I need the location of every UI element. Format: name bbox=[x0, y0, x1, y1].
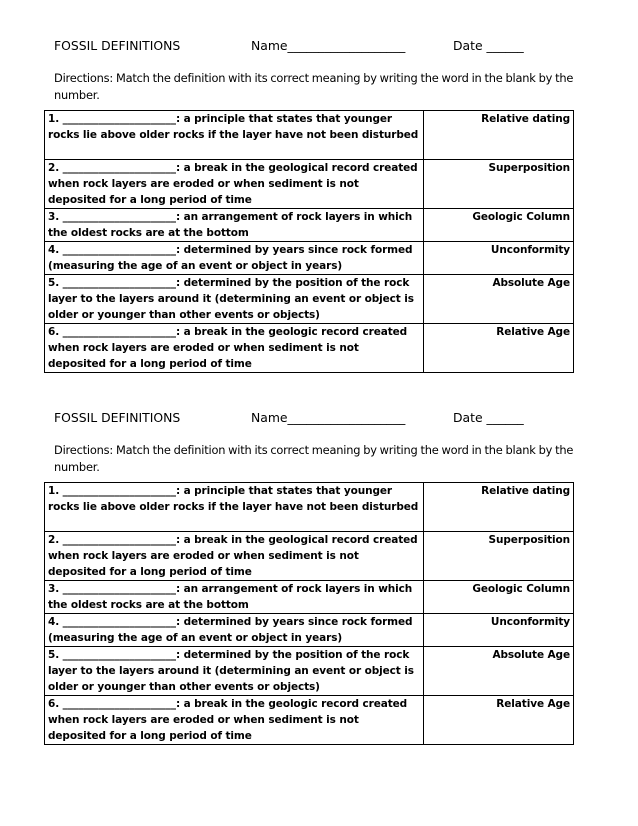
definition-cell: 4. ______________________: determined by years since rock formed (measuring the age of an event or object in years) bbox=[45, 614, 424, 647]
name-field: Name___________________ bbox=[251, 38, 406, 53]
term-cell: Absolute Age bbox=[424, 275, 574, 324]
worksheet-header bbox=[44, 410, 577, 428]
name-field: Name___________________ bbox=[251, 410, 406, 425]
definitions-table bbox=[44, 482, 574, 745]
definition-cell: 1. ______________________: a principle that states that younger rocks lie above older rocks if the layer have not been disturbed bbox=[45, 483, 424, 532]
term-cell: Relative dating bbox=[424, 111, 574, 160]
definition-cell: 2. ______________________: a break in the geological record created when rock layers are eroded or when sediment is not deposited for a long period of time bbox=[45, 532, 424, 581]
date-field: Date ______ bbox=[453, 410, 524, 425]
term-cell: Relative Age bbox=[424, 324, 574, 373]
table-row bbox=[45, 581, 574, 614]
table-row bbox=[45, 696, 574, 745]
directions-text: Directions: Match the definition with its correct meaning by writing the word in the blank by the number. bbox=[54, 443, 574, 474]
definition-cell: 3. ______________________: an arrangement of rock layers in which the oldest rocks are at the bottom bbox=[45, 209, 424, 242]
term-cell: Absolute Age bbox=[424, 647, 574, 696]
definition-cell: 5. ______________________: determined by the position of the rock layer to the layers around it (determining an event or object is older or younger than other events or objects) bbox=[45, 647, 424, 696]
term-cell: Geologic Column bbox=[424, 209, 574, 242]
definition-cell: 5. ______________________: determined by the position of the rock layer to the layers around it (determining an event or object is older or younger than other events or objects) bbox=[45, 275, 424, 324]
worksheet-title: FOSSIL DEFINITIONS bbox=[54, 410, 181, 425]
term-cell: Superposition bbox=[424, 160, 574, 209]
directions-text: Directions: Match the definition with its correct meaning by writing the word in the blank by the number. bbox=[54, 71, 574, 102]
date-field: Date ______ bbox=[453, 38, 524, 53]
definition-cell: 6. ______________________: a break in the geologic record created when rock layers are eroded or when sediment is not deposited for a long period of time bbox=[45, 696, 424, 745]
table-row bbox=[45, 532, 574, 581]
table-row bbox=[45, 242, 574, 275]
table-row bbox=[45, 160, 574, 209]
term-cell: Unconformity bbox=[424, 614, 574, 647]
worksheet-top bbox=[44, 38, 577, 373]
term-cell: Relative dating bbox=[424, 483, 574, 532]
definition-cell: 2. ______________________: a break in the geological record created when rock layers are eroded or when sediment is not deposited for a long period of time bbox=[45, 160, 424, 209]
worksheet-title: FOSSIL DEFINITIONS bbox=[54, 38, 181, 53]
term-cell: Superposition bbox=[424, 532, 574, 581]
term-cell: Unconformity bbox=[424, 242, 574, 275]
definitions-table bbox=[44, 110, 574, 373]
term-cell: Geologic Column bbox=[424, 581, 574, 614]
worksheet-bottom bbox=[44, 410, 577, 745]
table-row bbox=[45, 647, 574, 696]
table-row bbox=[45, 111, 574, 160]
worksheet-header bbox=[44, 38, 577, 56]
table-row bbox=[45, 483, 574, 532]
definition-cell: 3. ______________________: an arrangement of rock layers in which the oldest rocks are at the bottom bbox=[45, 581, 424, 614]
table-row bbox=[45, 614, 574, 647]
table-row bbox=[45, 275, 574, 324]
table-row bbox=[45, 324, 574, 373]
table-row bbox=[45, 209, 574, 242]
definition-cell: 4. ______________________: determined by years since rock formed (measuring the age of an event or object in years) bbox=[45, 242, 424, 275]
definition-cell: 6. ______________________: a break in the geologic record created when rock layers are eroded or when sediment is not deposited for a long period of time bbox=[45, 324, 424, 373]
definition-cell: 1. ______________________: a principle that states that younger rocks lie above older rocks if the layer have not been disturbed bbox=[45, 111, 424, 160]
term-cell: Relative Age bbox=[424, 696, 574, 745]
